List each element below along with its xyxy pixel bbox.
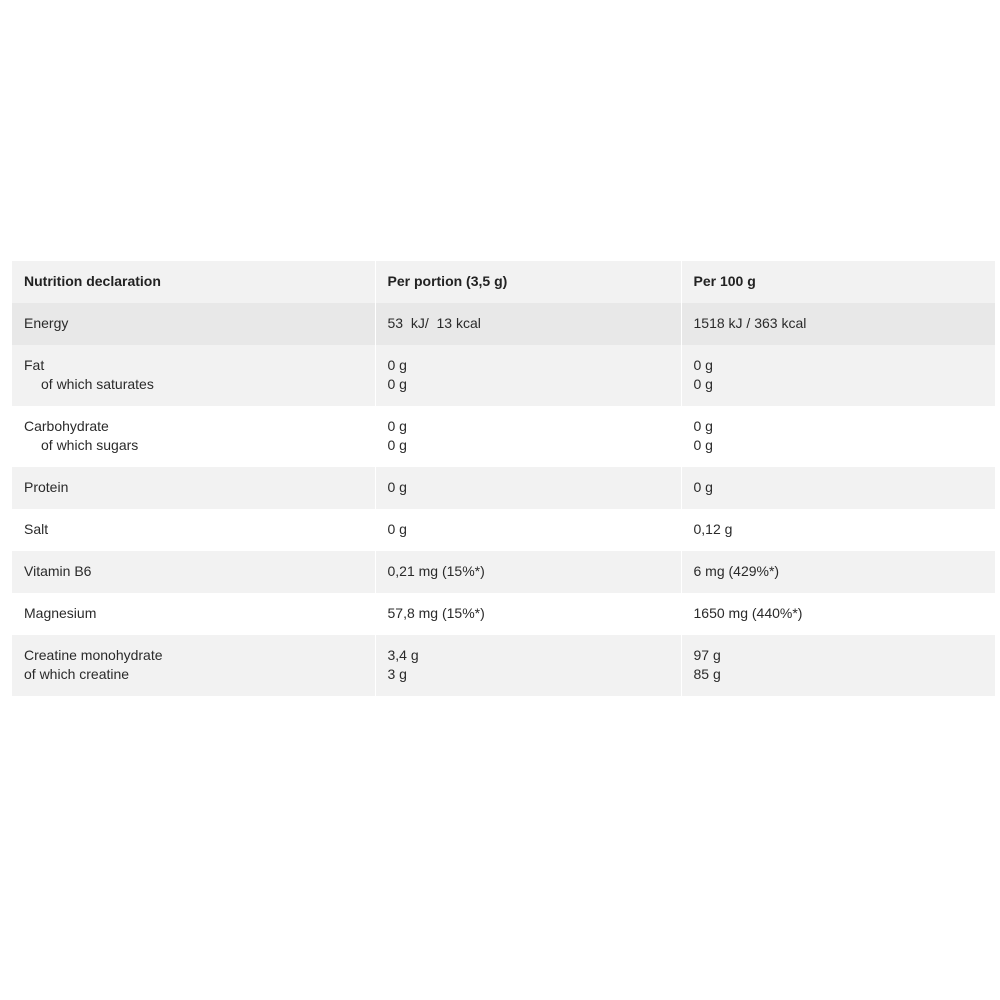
per-100g-value: 1518 kJ / 363 kcal	[693, 315, 807, 331]
per-portion-cell	[375, 303, 681, 345]
nutrient-name-cell	[12, 345, 375, 406]
per-100g-cell	[681, 509, 995, 551]
table-row-carbohydrate	[12, 406, 995, 467]
header-per-100g: Per 100 g	[693, 273, 756, 289]
per-portion-cell	[375, 467, 681, 509]
per-100g-value: 97 g	[693, 647, 721, 663]
per-portion-cell	[375, 551, 681, 593]
header-per-portion: Per portion (3,5 g)	[375, 261, 681, 303]
per-100g-subvalue: 0 g	[693, 437, 713, 453]
per-portion-cell	[375, 635, 681, 696]
nutrient-name: Protein	[24, 479, 69, 495]
nutrient-name: Energy	[24, 315, 69, 331]
table-header-row	[12, 261, 995, 303]
per-portion-subvalue: 0 g	[387, 437, 407, 453]
header-nutrition-declaration: Nutrition declaration	[12, 261, 375, 303]
table-row-magnesium	[12, 593, 995, 635]
nutrient-name-cell	[12, 467, 375, 509]
nutrient-name-cell	[12, 406, 375, 467]
per-100g-cell	[681, 406, 995, 467]
per-100g-value: 0 g	[693, 357, 713, 373]
per-100g-cell	[681, 593, 995, 635]
per-portion-value: 53 kJ/ 13 kcal	[387, 315, 481, 331]
nutrient-name-cell	[12, 303, 375, 345]
nutrient-name-cell	[12, 509, 375, 551]
nutrient-name-cell	[12, 635, 375, 696]
nutrient-name: Carbohydrate	[24, 418, 109, 434]
per-portion-subvalue: 0 g	[387, 376, 407, 392]
per-portion-value: 0 g	[387, 521, 407, 537]
table-row-energy	[12, 303, 995, 345]
per-portion-value: 0 g	[387, 479, 407, 495]
nutrient-name: Vitamin B6	[24, 563, 92, 579]
per-100g-subvalue: 0 g	[693, 376, 713, 392]
nutrient-name-cell	[12, 551, 375, 593]
nutrient-name: Fat	[24, 357, 45, 373]
table-row-salt	[12, 509, 995, 551]
nutrient-name: Creatine monohydrate	[24, 647, 163, 663]
table-row-vitamin-b6	[12, 551, 995, 593]
per-100g-value: 0,12 g	[693, 521, 733, 537]
per-portion-value: 0 g	[387, 418, 407, 434]
per-100g-cell	[681, 345, 995, 406]
per-portion-value: 57,8 mg (15%*)	[387, 605, 485, 621]
per-portion-cell	[375, 509, 681, 551]
nutrient-subname: of which creatine	[24, 666, 130, 682]
table-row-creatine	[12, 635, 995, 696]
per-100g-cell	[681, 467, 995, 509]
per-portion-cell	[375, 593, 681, 635]
nutrient-subname: of which sugars	[41, 437, 139, 453]
table-row-protein	[12, 467, 995, 509]
nutrient-name: Salt	[24, 521, 49, 537]
per-portion-subvalue: 3 g	[387, 666, 407, 682]
per-100g-cell	[681, 303, 995, 345]
per-portion-value: 3,4 g	[387, 647, 419, 663]
per-portion-value: 0,21 mg (15%*)	[387, 563, 485, 579]
nutrient-subname: of which saturates	[41, 376, 154, 392]
per-portion-cell	[375, 345, 681, 406]
nutrient-name: Magnesium	[24, 605, 97, 621]
per-portion-value: 0 g	[387, 357, 407, 373]
per-portion-cell	[375, 406, 681, 467]
per-100g-cell	[681, 551, 995, 593]
nutrition-table	[12, 261, 995, 696]
per-100g-value: 0 g	[693, 479, 713, 495]
per-100g-value: 1650 mg (440%*)	[693, 605, 803, 621]
per-100g-subvalue: 85 g	[693, 666, 721, 682]
nutrient-name-cell	[12, 593, 375, 635]
per-100g-value: 6 mg (429%*)	[693, 563, 780, 579]
per-100g-value: 0 g	[693, 418, 713, 434]
per-100g-cell	[681, 635, 995, 696]
table-row-fat	[12, 345, 995, 406]
